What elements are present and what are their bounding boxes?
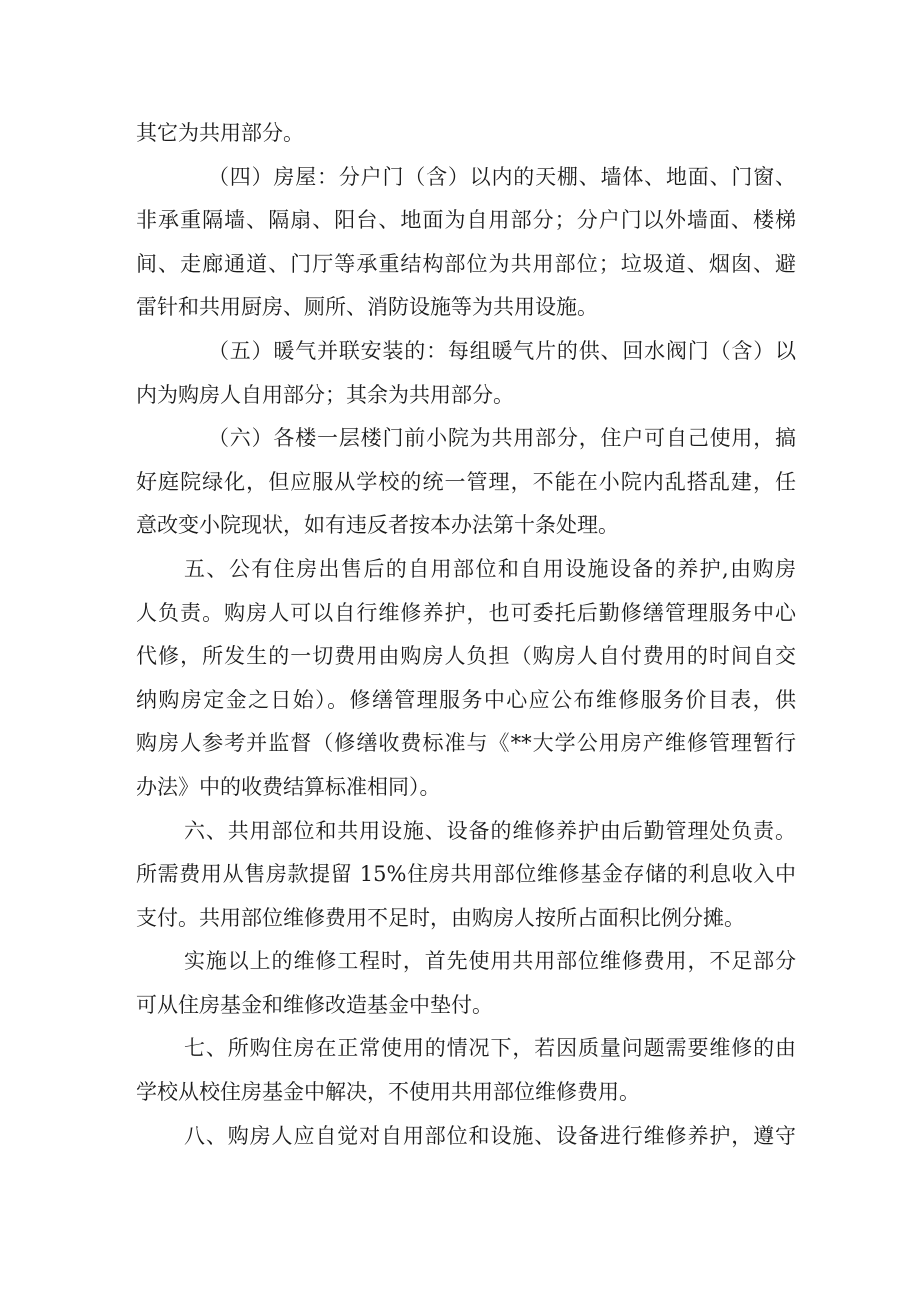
paragraph-continuation xyxy=(136,112,796,156)
text-line: 八、购房人应自觉对自用部位和设施、设备进行维修养护，遵守 xyxy=(184,1123,796,1148)
text-line: 办法》中的收费结算标准相同）。 xyxy=(136,774,441,799)
paragraph-article-five xyxy=(136,548,796,810)
text-line: 可从住房基金和维修改造基金中垫付。 xyxy=(136,992,493,1017)
text-line: （六）各楼一层楼门前小院为共用部分，住户可自己使用，搞 xyxy=(208,426,796,451)
text-line: 购房人参考并监督（修缮收费标准与《**大学公用房产维修管理暂行 xyxy=(136,731,796,756)
text-line: 好庭院绿化，但应服从学校的统一管理，不能在小院内乱搭乱建，任 xyxy=(136,469,796,494)
text-line: 实施以上的维修工程时，首先使用共用部位维修费用，不足部分 xyxy=(184,949,796,974)
text-line: 代修，所发生的一切费用由购房人负担（购房人自付费用的时间自交 xyxy=(136,644,796,669)
text-line: 意改变小院现状，如有违反者按本办法第十条处理。 xyxy=(136,513,619,538)
paragraph-article-seven xyxy=(136,1027,796,1114)
paragraph-item-four-housing xyxy=(136,156,796,330)
text-line: 所需费用从售房款提留 15%住房共用部位维修基金存储的利息收入中 xyxy=(136,862,796,887)
text-line: 学校从校住房基金中解决，不使用共用部位维修费用。 xyxy=(136,1080,640,1105)
paragraph-implementation xyxy=(136,940,796,1027)
text-line: 五、公有住房出售后的自用部位和自用设施设备的养护,由购房 xyxy=(184,556,796,581)
text-line: 雷针和共用厨房、厕所、消防设施等为共用设施。 xyxy=(136,295,598,320)
text-line: （五）暖气并联安装的：每组暖气片的供、回水阀门（含）以 xyxy=(208,338,796,363)
paragraph-item-five-heating xyxy=(136,330,796,417)
text-line: 内为购房人自用部分；其余为共用部分。 xyxy=(136,382,514,407)
text-line: 人负责。购房人可以自行维修养护，也可委托后勤修缮管理服务中心 xyxy=(136,600,796,625)
paragraph-article-six xyxy=(136,810,796,941)
paragraph-article-eight xyxy=(136,1115,796,1159)
text-line: 其它为共用部分。 xyxy=(136,121,304,145)
text-line: 六、共用部位和共用设施、设备的维修养护由后勤管理处负责。 xyxy=(184,818,796,843)
paragraph-item-six-courtyard xyxy=(136,417,796,548)
text-line: 间、走廊通道、门厅等承重结构部位为共用部位；垃圾道、烟囱、避 xyxy=(136,251,796,276)
text-line: 七、所购住房在正常使用的情况下，若因质量问题需要维修的由 xyxy=(184,1036,796,1061)
text-line: （四）房屋：分户门（含）以内的天棚、墙体、地面、门窗、 xyxy=(208,164,796,189)
text-line: 支付。共用部位维修费用不足时，由购房人按所占面积比例分摊。 xyxy=(136,905,745,930)
text-line: 非承重隔墙、隔扇、阳台、地面为自用部分；分户门以外墙面、楼梯 xyxy=(136,208,796,233)
document-body xyxy=(136,112,796,1158)
text-line: 纳购房定金之日始）。修缮管理服务中心应公布维修服务价目表，供 xyxy=(136,687,796,712)
